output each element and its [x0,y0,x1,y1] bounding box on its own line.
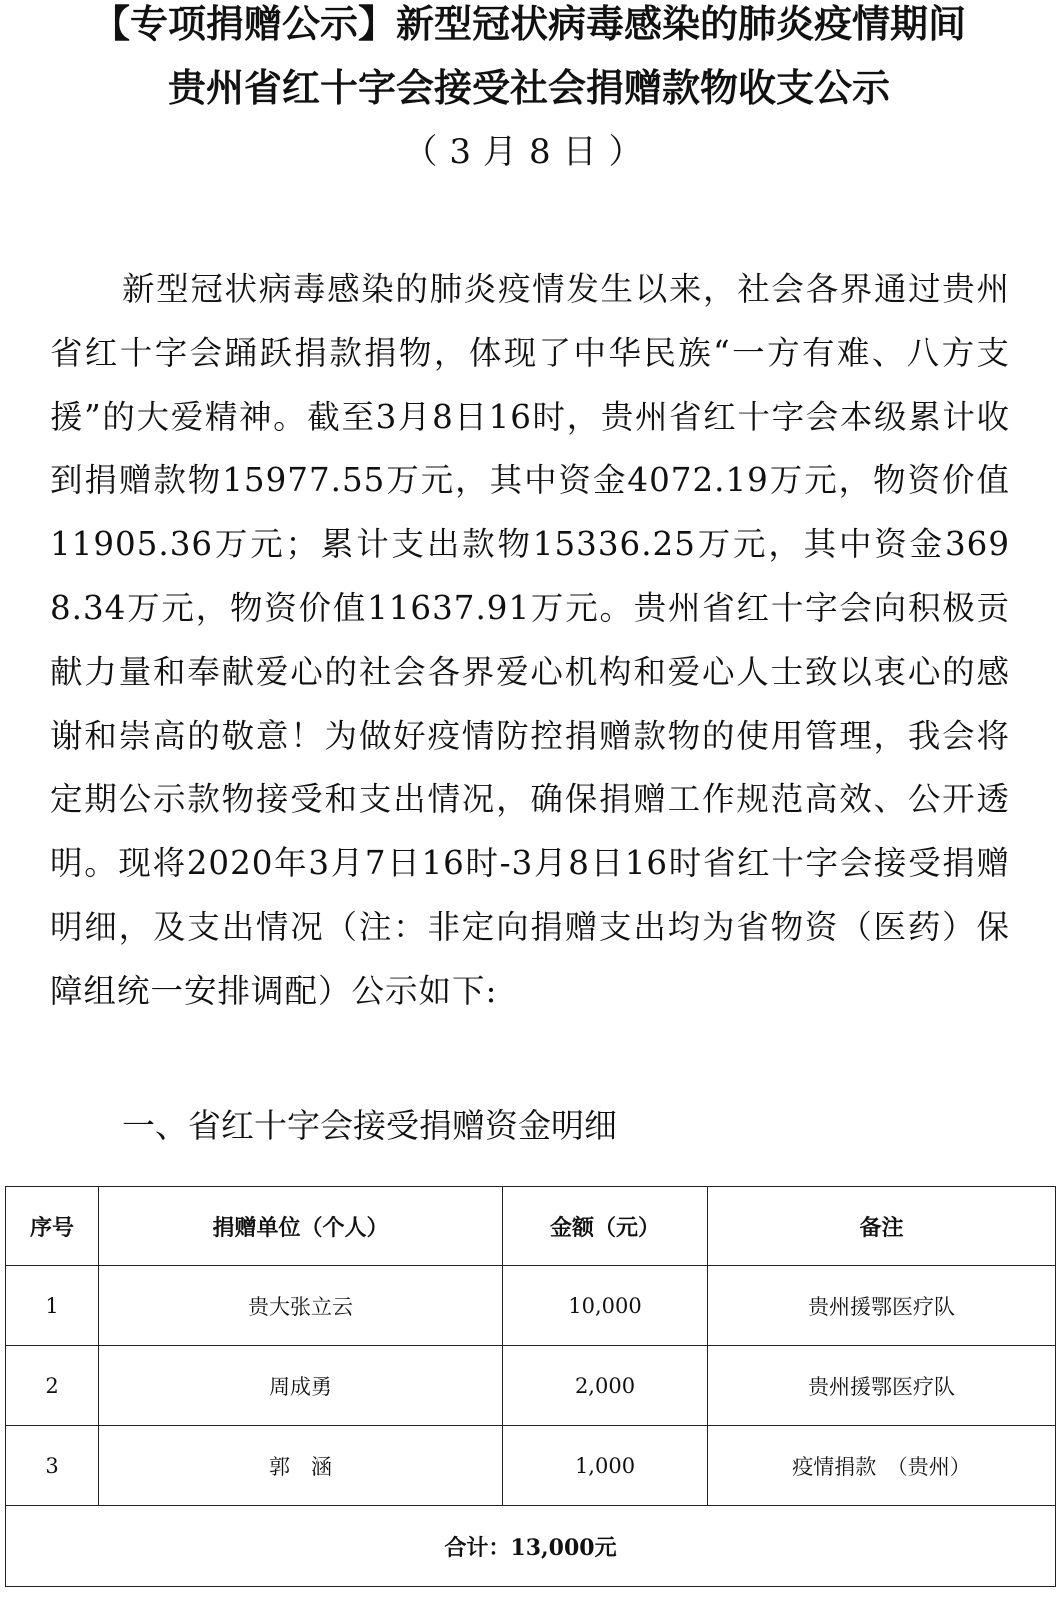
cell-donor: 贵大张立云 [99,1266,503,1346]
document-title-line1: 【专项捐赠公示】新型冠状病毒感染的肺炎疫情期间 [91,2,966,46]
document-title-line2: 贵州省红十字会接受社会捐赠款物收支公示 [167,66,890,110]
document-date: （3月8日） [403,132,655,172]
body-paragraph: 新型冠状病毒感染的肺炎疫情发生以来，社会各界通过贵州省红十字会踊跃捐款捐物，体现了中华民族“一方有难、八方支援”的大爱精神。截至3月8日16时，贵州省红十字会本级累计收到捐赠款物15977.55万元，其中资金4072.19万元，物资价值11905.36万元；累计支出款物15336.25万元，其中资金3698.34万元，物资价值11637.91万元。贵州省红十字会向积极贡献力量和奉献爱心的社会各界爱心机构和爱心人士致以衷心的感谢和崇高的敬意！为做好疫情防控捐赠款物的使用管理，我会将定期公示款物接受和支出情况，确保捐赠工作规范高效、公开透明。现将2020年3月7日16时-3月8日16时省红十字会接受捐赠明细，及支出情况（注：非定向捐赠支出均为省物资（医药）保障组统一安排调配）公示如下: [50,270,1010,1010]
cell-note: 疫情捐款 （贵州） [708,1426,1056,1506]
cell-amount: 2,000 [503,1346,708,1426]
header-amount: 金额（元） [503,1187,708,1266]
cell-serial-number: 3 [6,1426,99,1506]
header-donor: 捐赠单位（个人） [99,1187,503,1266]
cell-serial-number: 2 [6,1346,99,1426]
cell-amount: 10,000 [503,1266,708,1346]
table-row [6,1266,1056,1346]
table-row [6,1346,1056,1426]
cell-amount: 1,000 [503,1426,708,1506]
table-row [6,1426,1056,1506]
cell-note: 贵州援鄂医疗队 [708,1346,1056,1426]
table-total-row [6,1506,1056,1587]
table-header-row [6,1187,1056,1266]
section-heading: 一、省红十字会接受捐赠资金明细 [122,1106,617,1145]
cell-donor: 郭 涵 [99,1426,503,1506]
cell-note: 贵州援鄂医疗队 [708,1266,1056,1346]
table-total: 合计：13,000元 [6,1506,1056,1587]
cell-serial-number: 1 [6,1266,99,1346]
cell-donor: 周成勇 [99,1346,503,1426]
header-serial-number: 序号 [6,1187,99,1266]
header-note: 备注 [708,1187,1056,1266]
donation-table [5,1186,1056,1587]
